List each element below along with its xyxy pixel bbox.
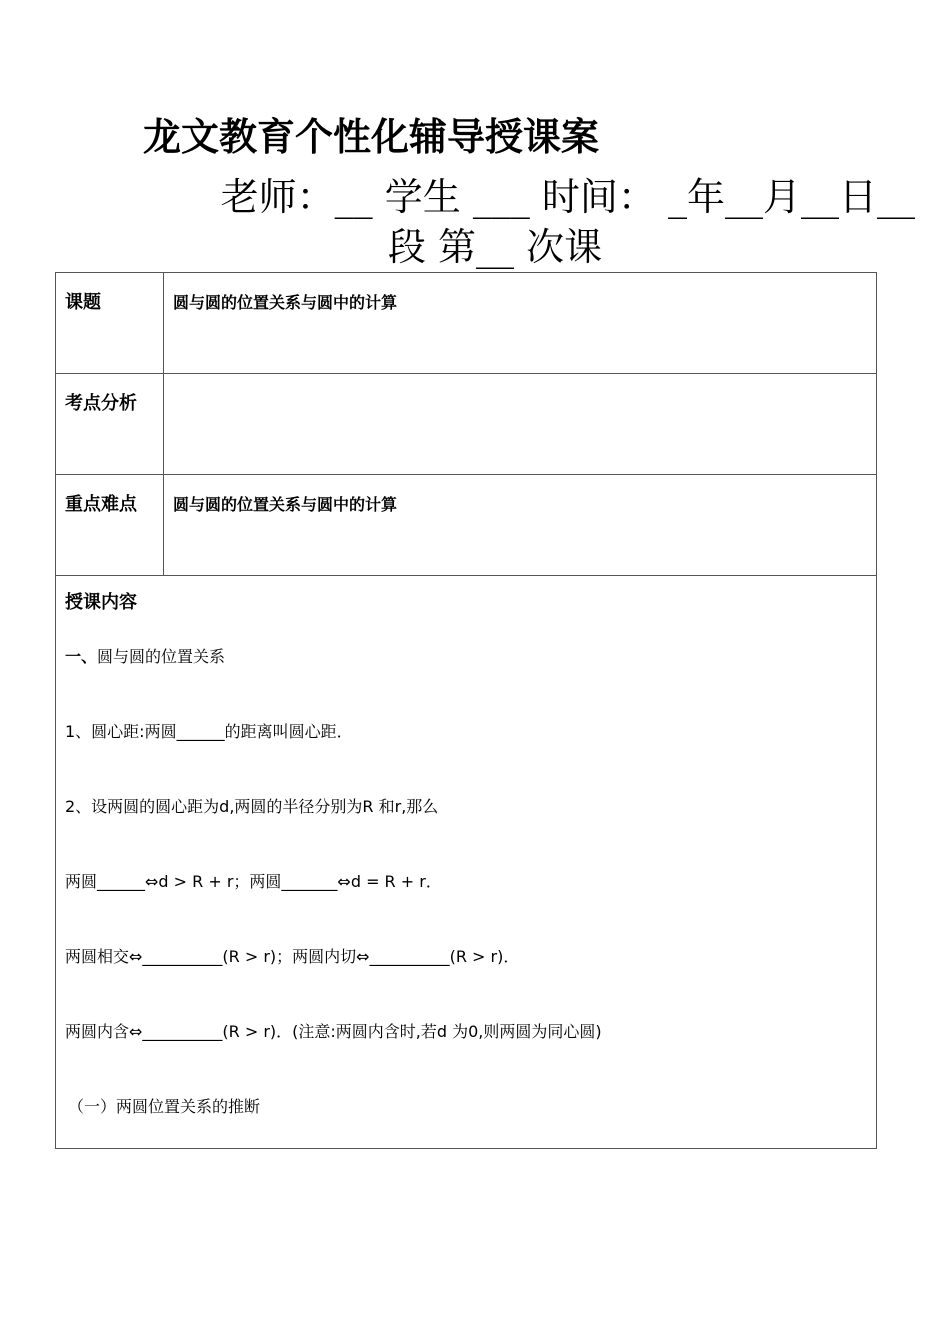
row-value-analysis (164, 374, 877, 475)
table-row-topic (56, 273, 877, 374)
content-line-2: 2、设两圆的圆心距为d,两圆的半径分别为R 和r,那么 (65, 797, 439, 816)
row-value-key-points: 圆与圆的位置关系与圆中的计算 (164, 475, 877, 576)
content-line-1: 1、圆心距:两圆______的距离叫圆心距． (65, 722, 353, 741)
content-line-4: 两圆相交⇔__________(R > r)；两圆内切⇔__________(R > r)． (65, 947, 520, 966)
content-cell (56, 576, 877, 1149)
row-label-analysis: 考点分析 (56, 374, 164, 475)
table-row-key-points (56, 475, 877, 576)
section-prefix: 一、 (65, 647, 98, 666)
row-label-topic: 课题 (56, 273, 164, 374)
section-title-text: 圆与圆的位置关系 (97, 647, 226, 666)
table-row-analysis (56, 374, 877, 475)
page-title: 龙文教育个性化辅导授课案 (143, 115, 600, 159)
content-line-3: 两圆______⇔d > R + r；两圆_______⇔d = R + r． (65, 872, 442, 891)
teacher-student-time-line: 老师：__ 学生 ___ 时间： _年__月__日__ (220, 175, 915, 219)
section-title (65, 646, 225, 668)
row-label-key-points: 重点难点 (56, 475, 164, 576)
row-value-topic: 圆与圆的位置关系与圆中的计算 (164, 273, 877, 374)
content-body (56, 576, 876, 1116)
content-heading: 授课内容 (65, 592, 137, 613)
lesson-table (55, 272, 877, 1149)
session-line: 段 第__ 次课 (387, 225, 603, 269)
content-line-5: 两圆内含⇔__________(R > r)．(注意:两圆内含时,若d 为0,则两圆为同心圆) (65, 1022, 602, 1041)
table-row-content (56, 576, 877, 1149)
subsection-title: （一）两圆位置关系的推断 (68, 1097, 261, 1116)
